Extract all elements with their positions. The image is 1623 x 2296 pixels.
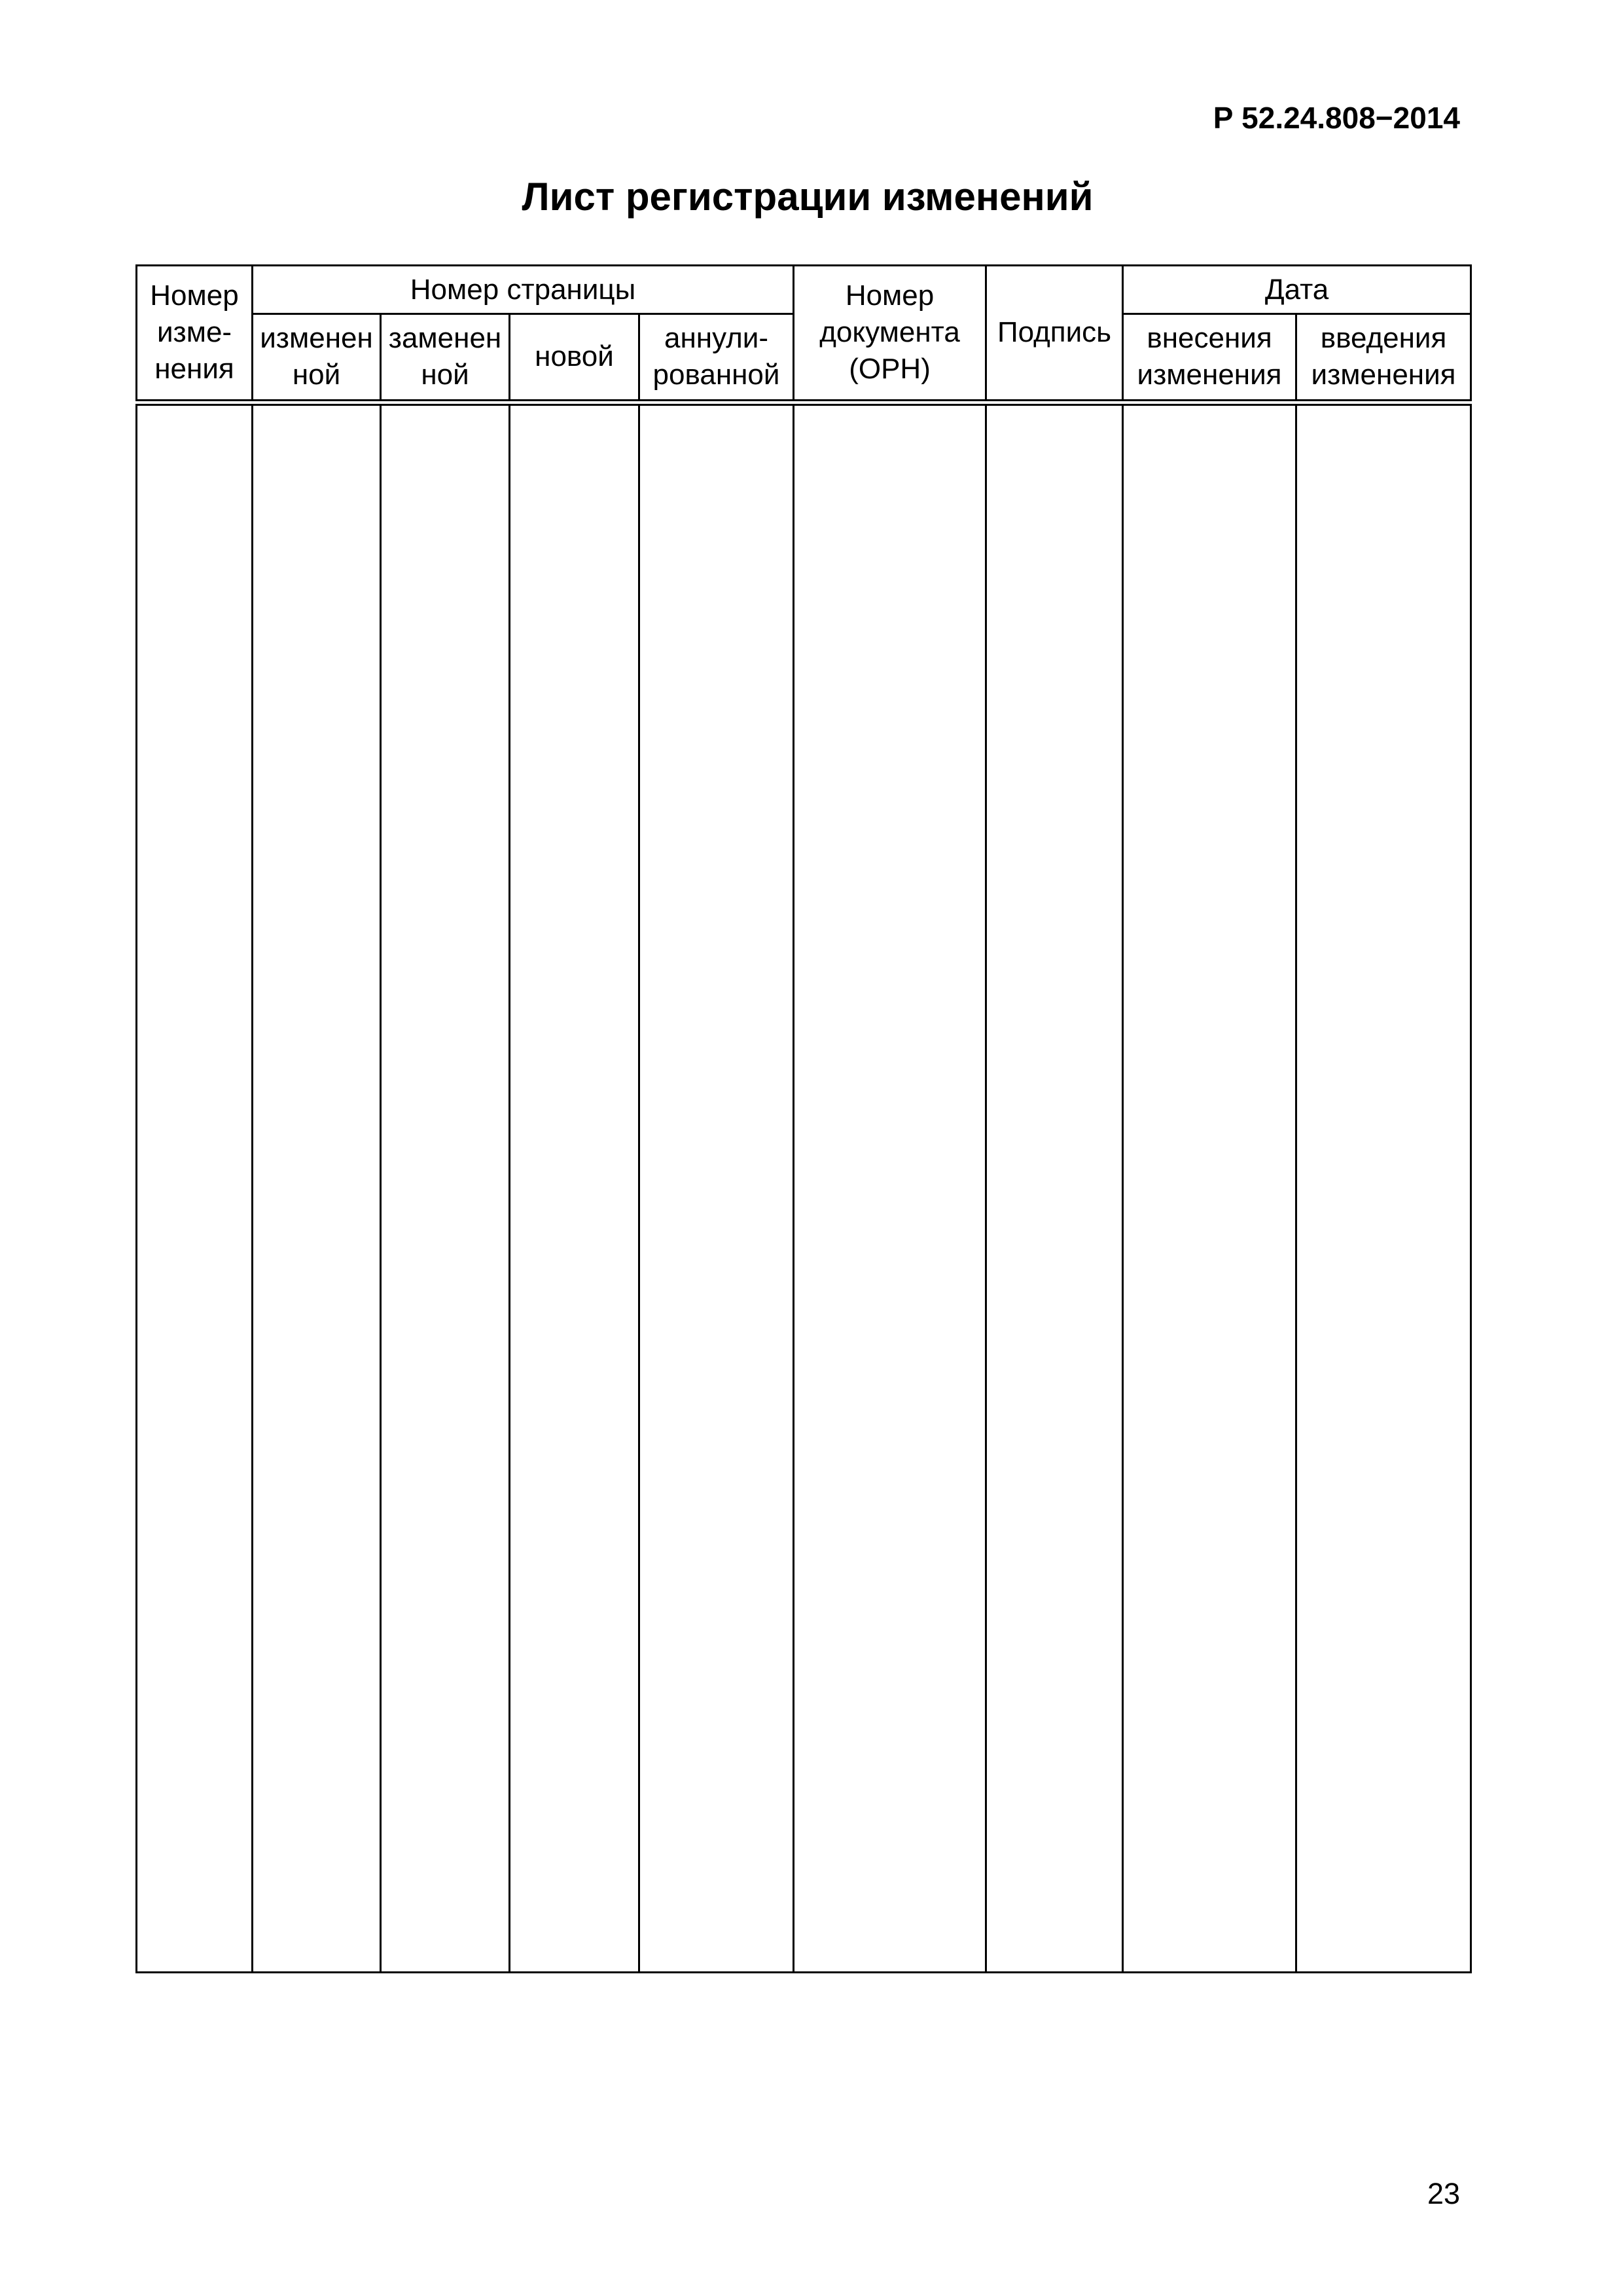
- header-annulled-page-line-1: аннули-: [664, 322, 769, 355]
- document-code: Р 52.24.808−2014: [1213, 101, 1460, 135]
- header-date-effective-line-1: введения: [1320, 322, 1447, 355]
- header-signature: Подпись: [986, 266, 1123, 403]
- entry-cell-date-entry: [1123, 403, 1296, 1973]
- header-replaced-page-line-2: ной: [421, 359, 469, 391]
- header-new-page: новой: [510, 314, 639, 403]
- header-change-number-line-1: Номер: [150, 279, 239, 312]
- header-annulled-page-line-2: рованной: [652, 359, 780, 391]
- header-document-number-line-3: (ОРН): [849, 353, 931, 386]
- header-replaced-page: [381, 314, 510, 403]
- header-date-effective: [1296, 314, 1471, 403]
- header-date-effective-line-2: изменения: [1311, 359, 1456, 391]
- header-changed-page-line-2: ной: [292, 359, 341, 391]
- header-document-number-line-2: документа: [819, 316, 960, 349]
- page-number: 23: [1427, 2177, 1460, 2210]
- header-date-group: Дата: [1123, 266, 1471, 314]
- header-annulled-page: [639, 314, 794, 403]
- header-document-number: [794, 266, 986, 403]
- header-date-entry-line-2: изменения: [1137, 359, 1282, 391]
- table-header-row-1: [137, 266, 1471, 314]
- entry-cell-document-number: [794, 403, 986, 1973]
- change-registration-table: [135, 264, 1472, 1973]
- entry-cell-new-page: [510, 403, 639, 1973]
- header-change-number: [137, 266, 253, 403]
- table-body-row: [137, 403, 1471, 1973]
- entry-cell-signature: [986, 403, 1123, 1973]
- header-change-number-line-3: нения: [154, 353, 234, 386]
- page-title: Лист регистрации изменений: [522, 175, 1094, 219]
- header-date-entry-line-1: внесения: [1147, 322, 1272, 355]
- header-changed-page: [253, 314, 381, 403]
- header-changed-page-line-1: изменен: [260, 322, 373, 355]
- header-replaced-page-line-1: заменен: [388, 322, 502, 355]
- entry-cell-date-effective: [1296, 403, 1471, 1973]
- entry-cell-change-number: [137, 403, 253, 1973]
- header-document-number-line-1: Номер: [845, 279, 935, 312]
- header-date-entry: [1123, 314, 1296, 403]
- header-change-number-line-2: изме-: [156, 316, 232, 349]
- entry-cell-replaced-page: [381, 403, 510, 1973]
- entry-cell-annulled-page: [639, 403, 794, 1973]
- entry-cell-changed-page: [253, 403, 381, 1973]
- header-page-number-group: Номер страницы: [253, 266, 794, 314]
